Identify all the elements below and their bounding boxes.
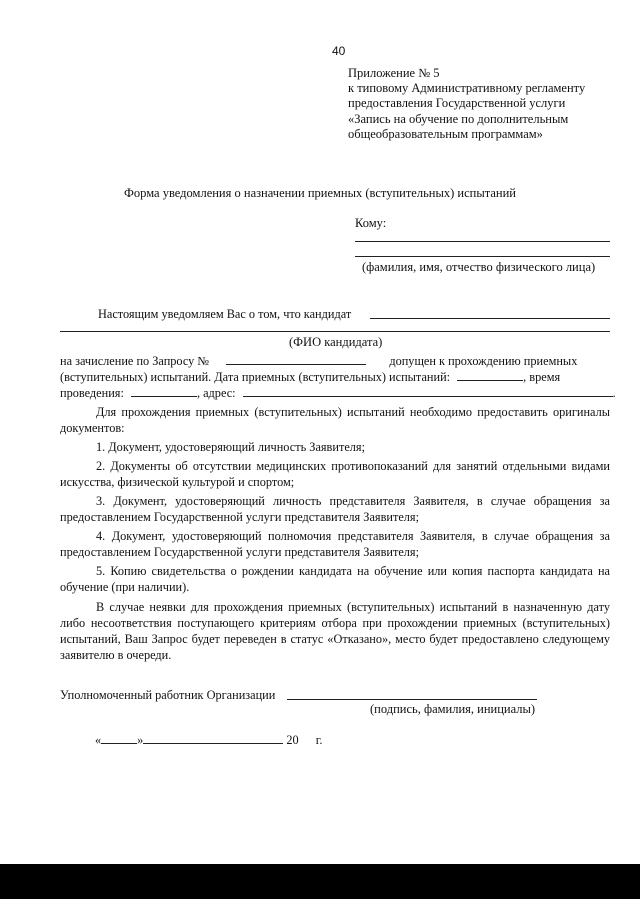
exam-date-label: (вступительных) испытаний. Дата приемных (вступительных) испытаний: <box>60 370 451 384</box>
addressee-line-1[interactable] <box>355 241 610 242</box>
appendix-header <box>348 66 585 142</box>
page-number: 40 <box>332 44 346 58</box>
signature-label: Уполномоченный работник Организации <box>60 688 276 702</box>
appendix-line: общеобразовательным программам» <box>348 126 543 141</box>
scan-black-bar <box>0 864 640 899</box>
time-address-row <box>60 385 616 401</box>
year-prefix: 20 <box>286 733 299 747</box>
candidate-name-line-2[interactable] <box>60 331 610 332</box>
exam-time-field[interactable] <box>131 385 197 397</box>
signature-row <box>60 688 275 703</box>
exam-address-field[interactable] <box>243 385 613 397</box>
month-field[interactable] <box>143 732 283 744</box>
signature-caption: (подпись, фамилия, инициалы) <box>370 702 536 716</box>
candidate-caption: (ФИО кандидата) <box>289 335 383 349</box>
addressee-line-2[interactable] <box>355 256 610 257</box>
candidate-name-line-1[interactable] <box>370 318 610 319</box>
time-label: , время <box>523 370 561 384</box>
request-number-field[interactable] <box>226 353 366 365</box>
addressee-caption: (фамилия, имя, отчество физического лица) <box>362 260 596 274</box>
day-field[interactable] <box>101 732 137 744</box>
appendix-line: «Запись на обучение по дополнительным <box>348 111 569 126</box>
request-number-label: на зачисление по Запросу № <box>60 354 210 368</box>
admitted-text: допущен к прохождению приемных <box>389 354 578 368</box>
addressee-label: Кому: <box>355 216 387 230</box>
open-quote: « <box>95 733 102 747</box>
appendix-line: Приложение № 5 <box>348 66 440 80</box>
document-item-1: 1. Документ, удостоверяющий личность Заявителя; <box>96 440 365 454</box>
document-item-4: 4. Документ, удостоверяющий полномочия представителя Заявителя, в случае обращения за предоставлением Государственной услуги представителя Заявителя; <box>60 529 610 559</box>
appendix-line: предоставления Государственной услуги <box>348 96 566 111</box>
document-item-2: 2. Документы об отсутствии медицинских противопоказаний для занятий отдельными видами искусства, физической культурой и спортом; <box>60 459 610 489</box>
period: . <box>612 386 616 400</box>
document-item-3: 3. Документ, удостоверяющий личность представителя Заявителя, в случае обращения за предоставлением Государственной услуги представителя Заявителя; <box>60 494 610 524</box>
close-quote: » <box>137 733 144 747</box>
request-number-row <box>60 353 577 369</box>
exam-date-row <box>60 369 560 385</box>
address-label: , адрес: <box>196 386 236 400</box>
form-title: Форма уведомления о назначении приемных (вступительных) испытаний <box>124 186 516 200</box>
time-label-2: проведения: <box>60 386 124 400</box>
exam-date-field[interactable] <box>457 369 523 381</box>
signature-line[interactable] <box>287 699 537 700</box>
notice-intro <box>98 307 351 322</box>
year-suffix: г. <box>315 733 323 747</box>
no-show-warning: В случае неявки для прохождения приемных (вступительных) испытаний в назначенную дату либо несоответствия поступающего критериям отбора при прохождении приемных (вступительных) испытаний, Ваш Запрос будет переведен в статус «Отказано», место будет предоставлено следующему заявителю в очереди. <box>60 600 610 662</box>
document-item-5: 5. Копию свидетельства о рождении кандидата на обучение или копия паспорта кандидата на обучение (при наличии). <box>60 564 610 594</box>
appendix-line: к типовому Административному регламенту <box>348 81 586 96</box>
notice-intro-text: Настоящим уведомляем Вас о том, что кандидат <box>98 307 352 321</box>
documents-intro: Для прохождения приемных (вступительных) испытаний необходимо предоставить оригиналы документов: <box>60 405 610 435</box>
date-row <box>95 732 323 748</box>
